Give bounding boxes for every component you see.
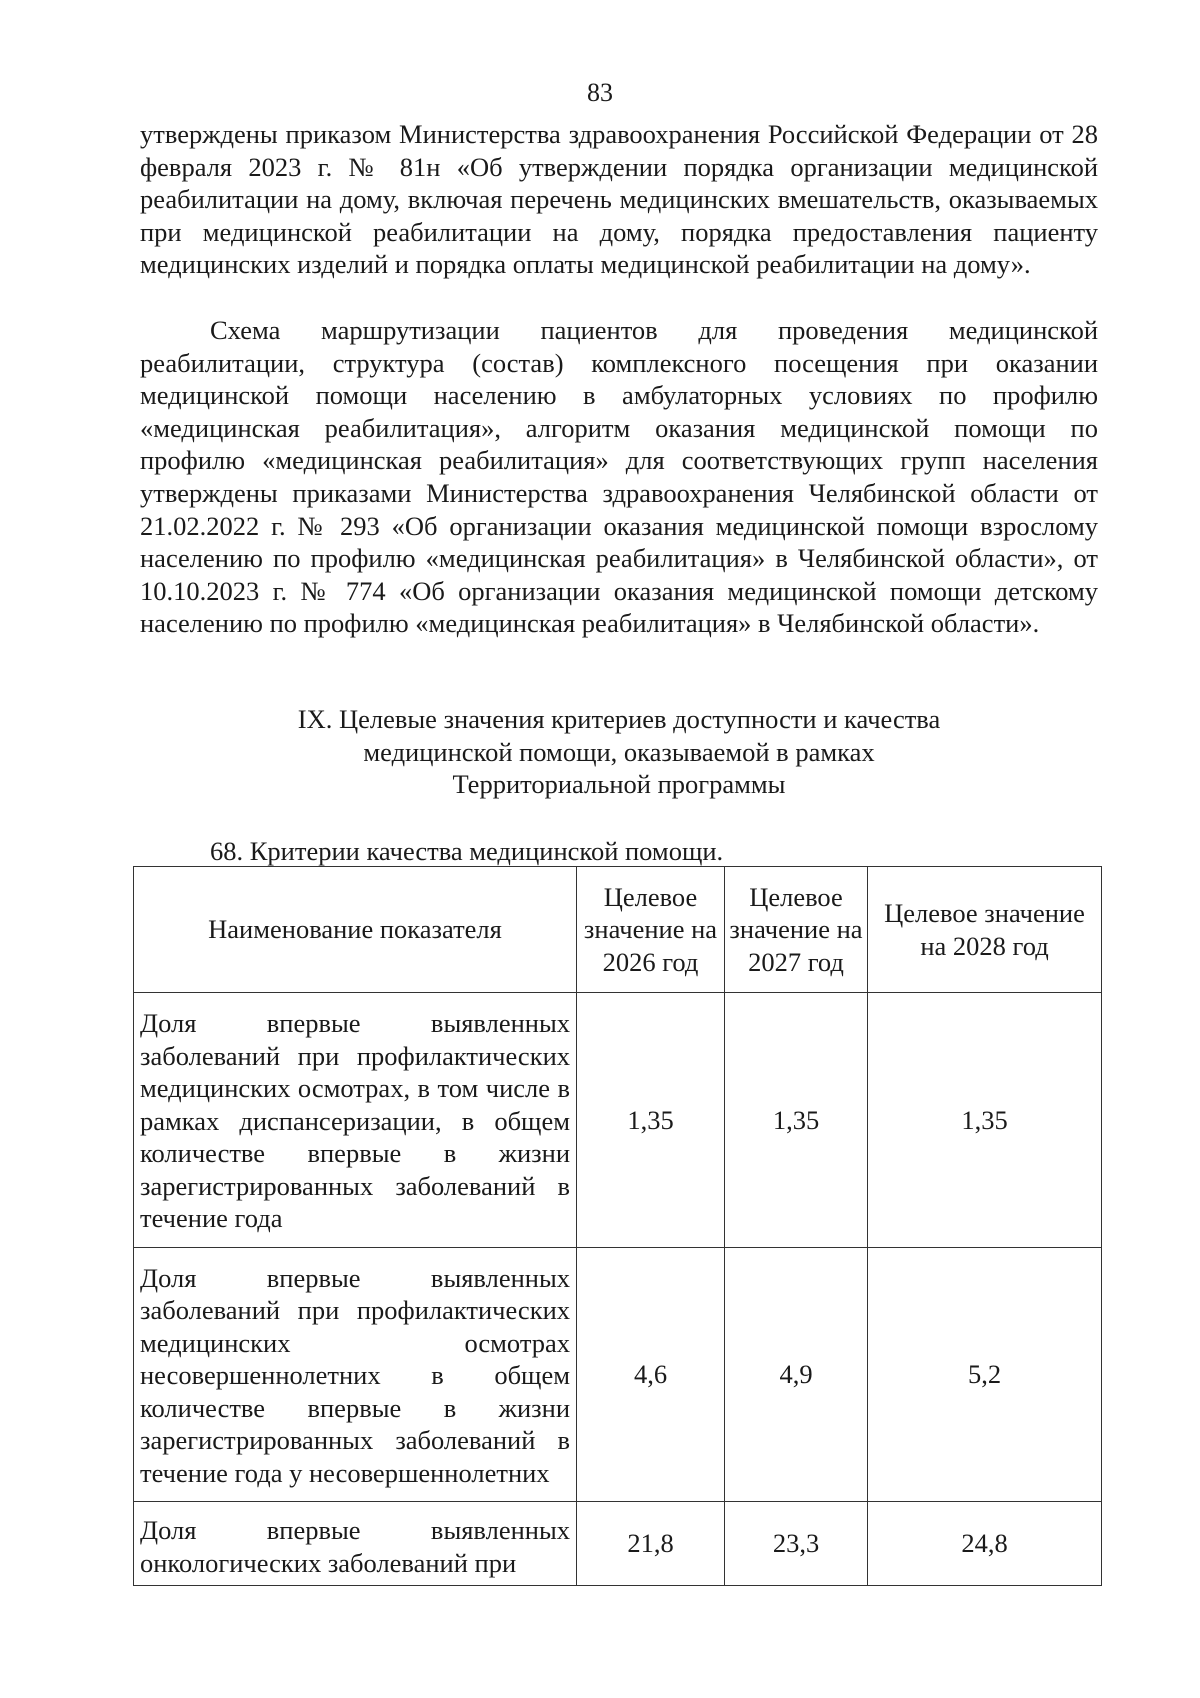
table-header-row [134,867,1102,993]
header-indicator-name: Наименование показателя [134,867,577,993]
indicator-name: Доля впервые выявленных заболеваний при профилактических медицинских осмотрах, в том числе в рамках диспансеризации, в общем количестве впервые в жизни зарегистрированных заболеваний в течение года [134,993,577,1248]
section-heading-line-2: медицинской помощи, оказываемой в рамках [363,736,875,767]
header-target-2027: Целевое значение на 2027 год [725,867,868,993]
header-target-2026: Целевое значение на 2026 год [577,867,725,993]
value-2027: 1,35 [725,993,868,1248]
paragraph-2-text: Схема маршрутизации пациентов для проведения медицинской реабилитации, структура (состав) комплексного посещения при оказании медицинской помощи населению в амбулаторных условиях по профилю «медицинская реабилитация», алгоритм оказания медицинской помощи по профилю «медицинская реабилитация» для соответствующих групп населения утверждены приказами Министерства здравоохранения Челябинской области от 21.02.2022 г. № 293 «Об организации оказания медицинской помощи взрослому населению по профилю «медицинская реабилитация» в Челябинской области», от 10.10.2023 г. № 774 «Об организации оказания медицинской помощи детскому населению по профилю «медицинская реабилитация» в Челябинской области». [140,315,1098,639]
section-heading-line-1: IX. Целевые значения критериев доступности и качества [297,704,941,734]
table-row [134,1502,1102,1586]
value-2026: 1,35 [577,993,725,1248]
table-row [134,1247,1102,1502]
value-2026: 4,6 [577,1247,725,1502]
value-2028: 1,35 [868,993,1102,1248]
table-row [134,993,1102,1248]
criteria-table [133,866,1102,1586]
value-2026: 21,8 [577,1502,725,1586]
paragraph-2 [140,314,1098,640]
header-target-2028: Целевое значение на 2028 год [868,867,1102,993]
indicator-name: Доля впервые выявленных онкологических заболеваний при [134,1502,577,1586]
indicator-name: Доля впервые выявленных заболеваний при профилактических медицинских осмотрах несовершеннолетних в общем количестве впервые в жизни зарегистрированных заболеваний в течение года у несовершеннолетних [134,1247,577,1502]
section-heading [140,703,1098,801]
value-2028: 24,8 [868,1502,1102,1586]
value-2027: 23,3 [725,1502,868,1586]
paragraph-1-text: утверждены приказом Министерства здравоохранения Российской Федерации от 28 февраля 2023 г. № 81н «Об утверждении порядка организации медицинской реабилитации на дому, включая перечень медицинских вмешательств, оказываемых при медицинской реабилитации на дому, порядка предоставления пациенту медицинских изделий и порядка оплаты медицинской реабилитации на дому». [140,119,1098,280]
value-2027: 4,9 [725,1247,868,1502]
value-2028: 5,2 [868,1247,1102,1502]
section-heading-line-3: Территориальной программы [452,769,786,800]
paragraph-1 [140,118,1098,281]
page-number: 83 [587,78,613,107]
subsection-title: 68. Критерии качества медицинской помощи. [210,836,724,866]
